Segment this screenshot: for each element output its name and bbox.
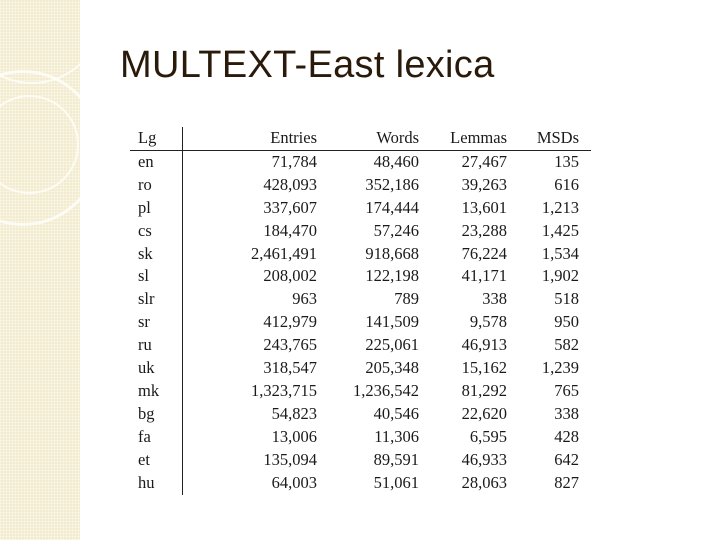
cell-lg: cs [130, 220, 183, 243]
cell-lg: fa [130, 426, 183, 449]
header-words: Words [317, 127, 419, 150]
table-header-row [130, 127, 591, 150]
cell-entries: 428,093 [263, 174, 317, 194]
table-row [130, 265, 591, 288]
cell-words: 122,198 [365, 266, 419, 286]
decorative-sidebar [0, 0, 80, 540]
table-row [130, 311, 591, 334]
cell-lemmas: 76,224 [461, 243, 507, 263]
cell-words: 89,591 [373, 449, 419, 469]
cell-words: 918,668 [365, 243, 419, 263]
cell-words: 1,236,542 [353, 380, 419, 400]
cell-entries: 13,006 [271, 426, 317, 446]
cell-lg: ro [130, 174, 183, 197]
table-row [130, 334, 591, 357]
cell-lemmas: 6,595 [469, 426, 507, 446]
cell-lemmas: 81,292 [461, 380, 507, 400]
header-lemmas: Lemmas [419, 127, 507, 150]
cell-lemmas: 28,063 [461, 472, 507, 492]
cell-lemmas: 15,162 [461, 358, 507, 378]
cell-msds: 135 [554, 151, 579, 171]
cell-words: 48,460 [373, 151, 419, 171]
cell-msds: 1,239 [541, 358, 579, 378]
cell-lemmas: 41,171 [461, 266, 507, 286]
table-row [130, 243, 591, 266]
table-row [130, 220, 591, 243]
cell-entries: 337,607 [263, 197, 317, 217]
cell-msds: 518 [554, 289, 579, 309]
table-row [130, 288, 591, 311]
cell-lemmas: 46,913 [461, 335, 507, 355]
cell-lemmas: 46,933 [461, 449, 507, 469]
cell-lemmas: 9,578 [469, 312, 507, 332]
header-entries: Entries [183, 127, 318, 150]
table-row [130, 150, 591, 173]
cell-entries: 184,470 [263, 220, 317, 240]
cell-words: 225,061 [365, 335, 419, 355]
cell-words: 352,186 [365, 174, 419, 194]
table-body [130, 150, 591, 494]
cell-lg: bg [130, 403, 183, 426]
cell-lg: sr [130, 311, 183, 334]
table-row [130, 449, 591, 472]
cell-words: 40,546 [373, 403, 419, 423]
cell-lg: sl [130, 265, 183, 288]
cell-msds: 1,534 [541, 243, 579, 263]
cell-lemmas: 39,263 [461, 174, 507, 194]
table-row [130, 426, 591, 449]
cell-entries: 54,823 [271, 403, 317, 423]
cell-lg: en [130, 150, 183, 173]
header-msds: MSDs [507, 127, 591, 150]
cell-entries: 963 [292, 289, 317, 309]
cell-words: 51,061 [373, 472, 419, 492]
cell-entries: 243,765 [263, 335, 317, 355]
cell-entries: 208,002 [263, 266, 317, 286]
cell-words: 57,246 [373, 220, 419, 240]
cell-msds: 1,902 [541, 266, 579, 286]
cell-lg: sk [130, 243, 183, 266]
cell-msds: 950 [554, 312, 579, 332]
table-row [130, 380, 591, 403]
cell-lemmas: 23,288 [461, 220, 507, 240]
cell-msds: 582 [554, 335, 579, 355]
cell-msds: 765 [554, 380, 579, 400]
cell-msds: 338 [554, 403, 579, 423]
cell-words: 174,444 [365, 197, 419, 217]
cell-lg: ru [130, 334, 183, 357]
table-row [130, 403, 591, 426]
cell-lg: mk [130, 380, 183, 403]
cell-entries: 64,003 [271, 472, 317, 492]
cell-entries: 2,461,491 [251, 243, 317, 263]
table-row [130, 357, 591, 380]
table-row [130, 472, 591, 495]
cell-msds: 1,425 [541, 220, 579, 240]
cell-lemmas: 27,467 [461, 151, 507, 171]
cell-words: 141,509 [365, 312, 419, 332]
cell-words: 11,306 [374, 426, 419, 446]
table-row [130, 197, 591, 220]
cell-entries: 135,094 [263, 449, 317, 469]
cell-msds: 428 [554, 426, 579, 446]
cell-msds: 616 [554, 174, 579, 194]
cell-lg: hu [130, 472, 183, 495]
cell-words: 789 [394, 289, 419, 309]
cell-lg: et [130, 449, 183, 472]
cell-lemmas: 13,601 [461, 197, 507, 217]
cell-entries: 412,979 [263, 312, 317, 332]
cell-entries: 1,323,715 [251, 380, 317, 400]
cell-words: 205,348 [365, 358, 419, 378]
cell-entries: 71,784 [271, 151, 317, 171]
header-lg: Lg [130, 127, 183, 150]
lexica-table [130, 127, 591, 495]
cell-msds: 827 [554, 472, 579, 492]
slide-title: MULTEXT-East lexica [120, 44, 495, 86]
cell-entries: 318,547 [263, 358, 317, 378]
cell-lemmas: 22,620 [461, 403, 507, 423]
cell-msds: 642 [554, 449, 579, 469]
cell-msds: 1,213 [541, 197, 579, 217]
cell-lemmas: 338 [482, 289, 507, 309]
cell-lg: slr [130, 288, 183, 311]
cell-lg: pl [130, 197, 183, 220]
table-row [130, 174, 591, 197]
cell-lg: uk [130, 357, 183, 380]
